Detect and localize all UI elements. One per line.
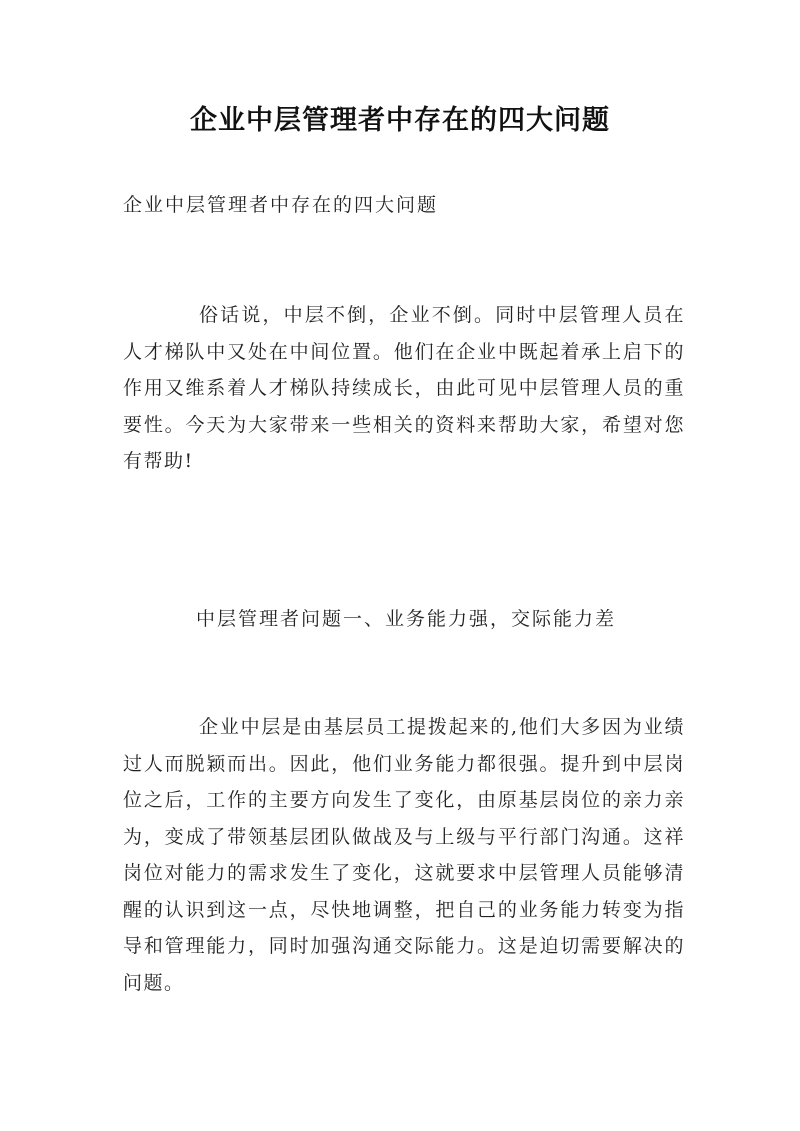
- body-paragraph: 企业中层是由基层员工提拨起来的,他们大多因为业绩过人而脱颖而出。因此，他们业务能力都很强。提升到中层岗位之后，工作的主要方向发生了变化，由原基层岗位的亲力亲为，变成了带领基层团队做战及与上级与平行部门沟通。这祥岗位对能力的需求发生了变化，这就要求中层管理人员能够清醒的认识到这一点，尽快地调整，把自己的业务能力转变为指导和管理能力，同时加强沟通交际能力。这是迫切需要解决的问题。: [123, 716, 685, 994]
- document-subtitle: 企业中层管理者中存在的四大问题: [123, 194, 439, 216]
- section-heading: 中层管理者问题一、业务能力强，交际能力差: [196, 608, 617, 630]
- intro-paragraph: 俗话说，中层不倒，企业不倒。同时中层管理人员在人才梯队中又处在中间位置。他们在企业中既起着承上启下的作用又维系着人才梯队持续成长，由此可见中层管理人员的重要性。今天为大家带来一些相关的资料来帮助大家，希望对您有帮助!: [123, 304, 685, 472]
- document-title: 企业中层管理者中存在的四大问题: [190, 105, 610, 136]
